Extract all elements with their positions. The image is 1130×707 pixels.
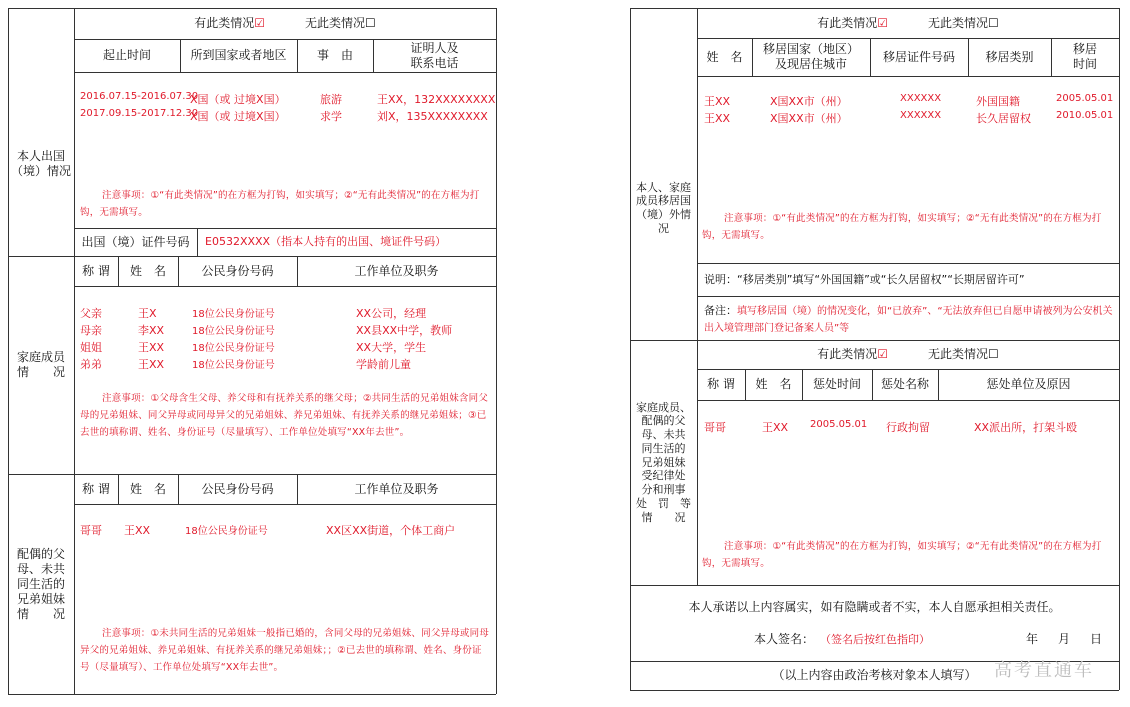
migrate-cert: XXXXXX: [900, 93, 942, 104]
family-work: XX公司，经理: [356, 307, 427, 320]
family-row: [80, 356, 494, 373]
migrate-name: 王XX: [704, 95, 731, 108]
promise-statement: 本人承诺以上内容属实，如有隐瞒或者不实，本人自愿承担相关责任。: [688, 599, 1061, 614]
remark-label: 备注：: [704, 304, 737, 317]
trip-reason: 求学: [320, 110, 342, 123]
family-work: XX大学，学生: [356, 341, 427, 354]
date-month: 月: [1058, 632, 1071, 646]
passport-value[interactable]: E0532XXXX（指本人持有的出国、境证件号码）: [205, 235, 447, 249]
no-case-label: 无此类情况: [928, 15, 989, 30]
spouse-row: [80, 522, 494, 539]
left-header-options: [74, 8, 496, 39]
has-case-label: 有此类情况: [817, 347, 878, 361]
migrate-type: 外国国籍: [976, 95, 1020, 108]
trip-note: 注意事项：①“有此类情况”的在方框为打钩，如实填写；②“无有此类情况”的在方框为打钩，无需填写。: [80, 190, 480, 218]
signature-field[interactable]: （签名后按红色指印）: [820, 633, 930, 646]
family-head-work: 工作单位及职务: [354, 263, 439, 278]
spouse-head-relation: 称 谓: [82, 481, 110, 496]
family-note: 注意事项：①父母含生父母、养父母和有抚养关系的继父母；②共同生活的兄弟姐妹含同父母的兄弟姐妹、同父异母或同母异父的兄弟姐妹、养兄弟姐妹、有抚养关系的继兄弟姐妹；③已去世的填称谓、姓名、身份证号（尽量填写）、工作单位处填写“XX年去世”。: [80, 393, 489, 438]
punish-name: 王XX: [762, 421, 789, 434]
family-list: [80, 305, 494, 373]
remark-text: 填写移居国（境）的情况变化，如“已放弃”、“无法放弃但已自愿申请被列为公安机关出入境管理部门登记备案人员”等: [704, 306, 1113, 334]
punish-head-reason: 惩处单位及原因: [986, 377, 1071, 391]
right-header-options: [697, 8, 1119, 38]
trip-witness: 王XX，132XXXXXXXX: [377, 93, 496, 106]
trip-place: X国（或 过境X国）: [190, 110, 286, 123]
migrate-place: X国XX市（州）: [770, 112, 848, 125]
footer-note: （以上内容由政治考核对象本人填写）: [772, 668, 977, 682]
spouse-head-id: 公民身份号码: [201, 481, 274, 496]
spouse-list: [80, 522, 494, 539]
punish-label: 家庭成员、 配偶的父 母、未共 同生活的 兄弟姐妹 受纪律处 分和刑事 处 罚 等 情 况: [636, 400, 691, 524]
family-head-id: 公民身份号码: [201, 263, 274, 278]
family-name: 王X: [138, 307, 157, 320]
migrate-name: 王XX: [704, 112, 731, 125]
family-work: 学龄前儿童: [356, 358, 411, 371]
migrate-time: 2010.05.01: [1056, 110, 1114, 121]
migrate-type: 长久居留权: [976, 112, 1031, 125]
trip-time: 2016.07.15-2016.07.30: [80, 91, 199, 102]
punish-reason: XX派出所，打架斗殴: [974, 421, 1078, 434]
family-name: 李XX: [138, 324, 165, 337]
migrate-remark: [704, 302, 1114, 337]
family-row: [80, 322, 494, 339]
family-relation: 弟弟: [80, 358, 102, 371]
migrate-cert: XXXXXX: [900, 110, 942, 121]
family-row: [80, 339, 494, 356]
no-case-label: 无此类情况: [305, 16, 366, 30]
no-case-label: 无此类情况: [928, 347, 989, 361]
no-case-checkbox[interactable]: ☐: [988, 347, 999, 361]
has-case-checkbox[interactable]: ☑: [877, 15, 888, 30]
self-trip-label: 本人出国 （境）情况: [10, 149, 71, 178]
punish-head-time: 惩处时间: [812, 377, 861, 391]
punish-header-options: [697, 340, 1119, 369]
migrate-head-cert: 移居证件号码: [882, 49, 955, 64]
punish-time: 2005.05.01: [810, 419, 868, 430]
family-name: 王XX: [138, 358, 165, 371]
family-head-relation: 称 谓: [82, 263, 110, 278]
no-case-checkbox[interactable]: ☐: [988, 15, 999, 30]
punish-head-relation: 称 谓: [707, 377, 735, 391]
no-case-checkbox[interactable]: ☐: [365, 16, 376, 30]
family-work: XX县XX中学，教师: [356, 324, 453, 337]
punish-row: [704, 419, 1116, 436]
trip-reason: 旅游: [320, 93, 342, 106]
spouse-family-label: 配偶的父 母、未共 同生活的 兄弟姐妹 情 况: [16, 546, 65, 621]
family-id: 18位公民身份证号: [192, 309, 275, 320]
migrate-label: 本人、家庭 成员移居国 （境）外情 况: [636, 180, 691, 235]
punish-head-title: 惩处名称: [880, 377, 929, 391]
family-id: 18位公民身份证号: [192, 326, 275, 337]
col-head-witness: 证明人及 联系电话: [410, 40, 459, 70]
spouse-work: XX区XX街道，个体工商户: [326, 524, 456, 537]
family-row: [80, 305, 494, 322]
passport-label: 出国（境）证件号码: [81, 234, 190, 249]
spouse-note: 注意事项：①未共同生活的兄弟姐妹一般指已婚的，含同父母的兄弟姐妹、同父异母或同母异父的兄弟姐妹、养兄弟姐妹、有抚养关系的继兄弟姐妹；；②已去世的填称谓、姓名、身份证号（尽量填写）、工作单位处填写“XX年去世”。: [80, 628, 490, 673]
has-case-checkbox[interactable]: ☑: [877, 347, 888, 361]
col-head-country: 所到国家或者地区: [190, 48, 287, 62]
family-relation: 姐姐: [80, 341, 102, 354]
migrate-place: X国XX市（州）: [770, 95, 848, 108]
trip-place: X国（或 过境X国）: [190, 93, 286, 106]
punish-list: [704, 419, 1116, 436]
has-case-label: 有此类情况: [817, 15, 878, 30]
family-label: 家庭成员 情 况: [16, 350, 65, 379]
trip-witness: 刘X，135XXXXXXXX: [377, 110, 488, 123]
watermark-text: 高考直通车: [994, 660, 1094, 681]
spouse-relation: 哥哥: [80, 524, 102, 537]
migrate-head-time: 移居 时间: [1072, 42, 1097, 71]
family-id: 18位公民身份证号: [192, 343, 275, 354]
spouse-id: 18位公民身份证号: [185, 526, 268, 537]
trip-time: 2017.09.15-2017.12.30: [80, 108, 199, 119]
family-relation: 母亲: [80, 324, 102, 337]
migrate-head-name: 姓 名: [706, 49, 743, 64]
punish-relation: 哥哥: [704, 421, 726, 434]
migrate-note: 注意事项：①“有此类情况”的在方框为打钩，如实填写；②“无有此类情况”的在方框为打钩，无需填写。: [702, 213, 1102, 241]
punish-head-name: 姓 名: [755, 377, 792, 391]
migrate-list: [704, 93, 1116, 127]
family-head-name: 姓 名: [129, 263, 166, 278]
punish-title: 行政拘留: [886, 421, 930, 434]
has-case-checkbox[interactable]: ☑: [254, 16, 265, 30]
signature-label: 本人签名：: [754, 632, 815, 646]
migrate-head-type: 移居类别: [985, 49, 1034, 64]
family-name: 王XX: [138, 341, 165, 354]
migrate-explain: 说明：“移居类别”填写“外国国籍”或“长久居留权”“长期居留许可”: [704, 272, 1025, 286]
migrate-row: [704, 110, 1116, 127]
col-head-reason: 事 由: [316, 48, 353, 62]
has-case-label: 有此类情况: [194, 16, 255, 30]
date-day: 日: [1090, 632, 1103, 646]
trip-list: [80, 91, 494, 125]
family-relation: 父亲: [80, 307, 102, 320]
spouse-head-work: 工作单位及职务: [354, 481, 439, 496]
spouse-head-name: 姓 名: [129, 481, 166, 496]
migrate-row: [704, 93, 1116, 110]
punish-note: 注意事项：①“有此类情况”的在方框为打钩，如实填写；②“无有此类情况”的在方框为打钩，无需填写。: [702, 541, 1102, 569]
col-head-time: 起止时间: [102, 48, 151, 62]
signature-line: [630, 630, 1119, 650]
family-id: 18位公民身份证号: [192, 360, 275, 371]
migrate-head-place: 移居国家（地区） 及现居住城市: [762, 42, 859, 71]
migrate-time: 2005.05.01: [1056, 93, 1114, 104]
trip-row: [80, 108, 494, 125]
spouse-name: 王XX: [124, 524, 151, 537]
trip-row: [80, 91, 494, 108]
date-year: 年: [1026, 632, 1039, 646]
